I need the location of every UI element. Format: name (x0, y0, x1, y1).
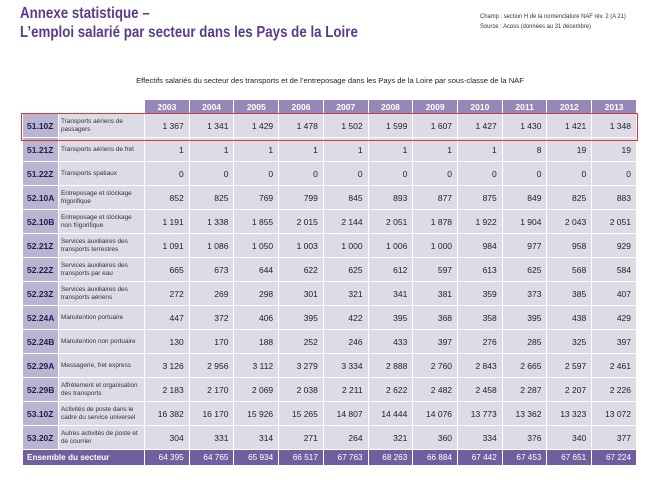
table-cell: 852 (145, 186, 190, 210)
naf-code: 52.24A (23, 306, 59, 330)
table-cell: 188 (234, 330, 279, 354)
table-cell: 1 430 (502, 114, 547, 138)
table-cell: 1 006 (368, 234, 413, 258)
table-cell: 252 (279, 330, 324, 354)
table-cell: 665 (145, 258, 190, 282)
table-cell: 2 226 (592, 378, 637, 402)
table-cell: 373 (502, 282, 547, 306)
table-row (23, 330, 637, 354)
table-cell: 622 (279, 258, 324, 282)
table-cell: 2 043 (547, 210, 592, 234)
total-cell: 64 395 (145, 450, 190, 466)
header-blank-cell (59, 100, 145, 114)
table-cell: 429 (592, 306, 637, 330)
naf-code: 53.10Z (23, 402, 59, 426)
table-cell: 1 000 (413, 234, 458, 258)
table-cell: 325 (547, 330, 592, 354)
table-cell: 2 843 (458, 354, 503, 378)
table-cell: 1 000 (323, 234, 368, 258)
table-cell: 372 (189, 306, 234, 330)
table-cell: 304 (145, 426, 190, 450)
table-cell: 0 (502, 162, 547, 186)
table-row (23, 402, 637, 426)
year-header: 2008 (368, 100, 413, 114)
table-cell: 14 444 (368, 402, 413, 426)
table-cell: 1 (189, 138, 234, 162)
table-cell: 2 170 (189, 378, 234, 402)
table-cell: 0 (323, 162, 368, 186)
naf-label: Transports aériens de fret (59, 138, 145, 162)
table-caption: Effectifs salariés du secteur des transports et de l’entreposage dans les Pays de la Loire par sous-classe de la NAF (136, 76, 524, 85)
table-cell: 1 607 (413, 114, 458, 138)
table-cell: 16 382 (145, 402, 190, 426)
table-row (23, 426, 637, 450)
table-cell: 16 170 (189, 402, 234, 426)
table-row (23, 306, 637, 330)
table-cell: 14 807 (323, 402, 368, 426)
source-note: Source : Acoss (données au 31 décembre) (480, 23, 591, 30)
table-row (23, 258, 637, 282)
table-cell: 2 482 (413, 378, 458, 402)
naf-code: 51.21Z (23, 138, 59, 162)
naf-label: Transports spatiaux (59, 162, 145, 186)
statistics-table (22, 99, 637, 466)
year-header: 2004 (189, 100, 234, 114)
table-cell: 433 (368, 330, 413, 354)
table-cell: 19 (592, 138, 637, 162)
total-cell: 67 224 (592, 450, 637, 466)
table-cell: 1 (413, 138, 458, 162)
table-cell: 799 (279, 186, 324, 210)
table-cell: 1 478 (279, 114, 324, 138)
table-cell: 0 (145, 162, 190, 186)
table-cell: 0 (547, 162, 592, 186)
table-cell: 130 (145, 330, 190, 354)
table-cell: 1 427 (458, 114, 503, 138)
table-cell: 269 (189, 282, 234, 306)
naf-code: 52.29A (23, 354, 59, 378)
table-cell: 2 144 (323, 210, 368, 234)
table-cell: 877 (413, 186, 458, 210)
naf-code: 52.21Z (23, 234, 59, 258)
table-cell: 1 (145, 138, 190, 162)
table-cell: 2 956 (189, 354, 234, 378)
year-header: 2012 (547, 100, 592, 114)
table-cell: 2 051 (592, 210, 637, 234)
table-row (23, 162, 637, 186)
table-row (23, 114, 637, 138)
naf-label: Services auxiliaires des transports par eau (59, 258, 145, 282)
table-cell: 0 (189, 162, 234, 186)
naf-label: Manutention portuaire (59, 306, 145, 330)
table-cell: 673 (189, 258, 234, 282)
table-cell: 334 (458, 426, 503, 450)
table-cell: 1 (279, 138, 324, 162)
table-cell: 331 (189, 426, 234, 450)
naf-code: 53.20Z (23, 426, 59, 450)
table-header-row (23, 100, 637, 114)
table-cell: 1 (368, 138, 413, 162)
table-cell: 1 904 (502, 210, 547, 234)
naf-code: 51.22Z (23, 162, 59, 186)
table-cell: 359 (458, 282, 503, 306)
year-header: 2010 (458, 100, 503, 114)
table-cell: 13 773 (458, 402, 503, 426)
table-cell: 360 (413, 426, 458, 450)
total-cell: 64 765 (189, 450, 234, 466)
table-cell: 170 (189, 330, 234, 354)
naf-code: 52.10A (23, 186, 59, 210)
table-cell: 1 091 (145, 234, 190, 258)
table-cell: 2 461 (592, 354, 637, 378)
table-cell: 397 (592, 330, 637, 354)
table-cell: 568 (547, 258, 592, 282)
naf-label: Services auxiliaires des transports aériens (59, 282, 145, 306)
table-cell: 612 (368, 258, 413, 282)
naf-label: Autres activités de poste et de courrier (59, 426, 145, 450)
year-header: 2006 (279, 100, 324, 114)
table-cell: 1 050 (234, 234, 279, 258)
table-cell: 301 (279, 282, 324, 306)
total-label: Ensemble du secteur (23, 450, 145, 466)
naf-code: 52.10B (23, 210, 59, 234)
naf-code: 52.24B (23, 330, 59, 354)
table-cell: 1 367 (145, 114, 190, 138)
table-row (23, 186, 637, 210)
table-cell: 958 (547, 234, 592, 258)
table-cell: 2 211 (323, 378, 368, 402)
table-cell: 1 421 (547, 114, 592, 138)
table-cell: 13 362 (502, 402, 547, 426)
table-cell: 977 (502, 234, 547, 258)
table-cell: 2 051 (368, 210, 413, 234)
table-cell: 1 (458, 138, 503, 162)
title-line-2: L’emploi salarié par secteur dans les Pays de la Loire (20, 24, 358, 41)
year-header: 2009 (413, 100, 458, 114)
naf-label: Entreposage et stockage frigorifique (59, 186, 145, 210)
table-cell: 2 038 (279, 378, 324, 402)
naf-label: Transports aériens de passagers (59, 114, 145, 138)
table-cell: 438 (547, 306, 592, 330)
table-cell: 341 (368, 282, 413, 306)
table-cell: 314 (234, 426, 279, 450)
table-cell: 264 (323, 426, 368, 450)
table-cell: 14 076 (413, 402, 458, 426)
total-cell: 67 442 (458, 450, 503, 466)
table-cell: 0 (368, 162, 413, 186)
table-cell: 385 (547, 282, 592, 306)
page-title (20, 4, 358, 42)
table-cell: 825 (547, 186, 592, 210)
title-line-1: Annexe statistique – (20, 5, 150, 22)
table-cell: 358 (458, 306, 503, 330)
table-cell: 1 878 (413, 210, 458, 234)
table-cell: 3 126 (145, 354, 190, 378)
naf-code: 51.10Z (23, 114, 59, 138)
table-cell: 1 (234, 138, 279, 162)
table-cell: 395 (368, 306, 413, 330)
table-cell: 298 (234, 282, 279, 306)
table-cell: 368 (413, 306, 458, 330)
table-cell: 625 (502, 258, 547, 282)
table-cell: 321 (368, 426, 413, 450)
total-cell: 67 453 (502, 450, 547, 466)
table-cell: 15 265 (279, 402, 324, 426)
table-cell: 2 888 (368, 354, 413, 378)
naf-label: Entreposage et stockage non frigorifique (59, 210, 145, 234)
table-cell: 1 (323, 138, 368, 162)
source-notes (480, 12, 655, 32)
table-cell: 0 (592, 162, 637, 186)
table-cell: 893 (368, 186, 413, 210)
table-cell: 395 (279, 306, 324, 330)
naf-label: Messagerie, fret express (59, 354, 145, 378)
champ-note: Champ : section H de la nomenclature NAF rév. 2 (A 21) (480, 13, 626, 20)
year-header: 2003 (145, 100, 190, 114)
table-cell: 13 323 (547, 402, 592, 426)
table-row (23, 378, 637, 402)
naf-label: Services auxiliaires des transports terrestres (59, 234, 145, 258)
table-cell: 19 (547, 138, 592, 162)
table-cell: 2 665 (502, 354, 547, 378)
table-cell: 381 (413, 282, 458, 306)
table-cell: 597 (413, 258, 458, 282)
table-cell: 13 072 (592, 402, 637, 426)
naf-code: 52.23Z (23, 282, 59, 306)
table-cell: 825 (189, 186, 234, 210)
table-cell: 2 069 (234, 378, 279, 402)
table-cell: 1 086 (189, 234, 234, 258)
table-cell: 625 (323, 258, 368, 282)
table-cell: 1 348 (592, 114, 637, 138)
table-cell: 0 (234, 162, 279, 186)
naf-code: 52.29B (23, 378, 59, 402)
table-cell: 0 (413, 162, 458, 186)
table-cell: 1 599 (368, 114, 413, 138)
table-cell: 2 760 (413, 354, 458, 378)
total-cell: 68 263 (368, 450, 413, 466)
table-cell: 0 (458, 162, 503, 186)
total-row (23, 450, 637, 466)
table-cell: 984 (458, 234, 503, 258)
table-cell: 613 (458, 258, 503, 282)
table-cell: 271 (279, 426, 324, 450)
table-cell: 2 287 (502, 378, 547, 402)
table-cell: 15 926 (234, 402, 279, 426)
table-cell: 1 855 (234, 210, 279, 234)
table-row (23, 210, 637, 234)
table-cell: 2 015 (279, 210, 324, 234)
table-cell: 422 (323, 306, 368, 330)
table-cell: 2 207 (547, 378, 592, 402)
table-cell: 875 (458, 186, 503, 210)
year-header: 2013 (592, 100, 637, 114)
table-cell: 321 (323, 282, 368, 306)
table-cell: 1 429 (234, 114, 279, 138)
total-cell: 66 884 (413, 450, 458, 466)
naf-label: Manutention non portuaire (59, 330, 145, 354)
table-cell: 2 458 (458, 378, 503, 402)
header-blank-cell (23, 100, 59, 114)
table-row (23, 354, 637, 378)
naf-label: Activités de poste dans le cadre du service universel (59, 402, 145, 426)
table-cell: 1 191 (145, 210, 190, 234)
table-cell: 285 (502, 330, 547, 354)
table-cell: 3 279 (279, 354, 324, 378)
table-cell: 406 (234, 306, 279, 330)
table-cell: 3 112 (234, 354, 279, 378)
table-cell: 2 597 (547, 354, 592, 378)
table-cell: 883 (592, 186, 637, 210)
table-cell: 1 003 (279, 234, 324, 258)
total-cell: 65 934 (234, 450, 279, 466)
table-cell: 447 (145, 306, 190, 330)
table-cell: 246 (323, 330, 368, 354)
year-header: 2005 (234, 100, 279, 114)
table-row (23, 138, 637, 162)
total-cell: 67 651 (547, 450, 592, 466)
table-cell: 1 502 (323, 114, 368, 138)
table-cell: 929 (592, 234, 637, 258)
naf-code: 52.22Z (23, 258, 59, 282)
table-cell: 849 (502, 186, 547, 210)
table-row (23, 282, 637, 306)
table-cell: 2 622 (368, 378, 413, 402)
table-cell: 644 (234, 258, 279, 282)
table-cell: 407 (592, 282, 637, 306)
year-header: 2007 (323, 100, 368, 114)
table-cell: 276 (458, 330, 503, 354)
table-cell: 377 (592, 426, 637, 450)
table-cell: 3 334 (323, 354, 368, 378)
table-body (23, 114, 637, 450)
table-cell: 376 (502, 426, 547, 450)
table-cell: 1 922 (458, 210, 503, 234)
table-cell: 584 (592, 258, 637, 282)
total-cell: 67 763 (323, 450, 368, 466)
table-cell: 397 (413, 330, 458, 354)
table-cell: 272 (145, 282, 190, 306)
year-header: 2011 (502, 100, 547, 114)
table-cell: 769 (234, 186, 279, 210)
table-cell: 8 (502, 138, 547, 162)
table-cell: 395 (502, 306, 547, 330)
table-cell: 340 (547, 426, 592, 450)
table-cell: 1 338 (189, 210, 234, 234)
table-cell: 1 341 (189, 114, 234, 138)
naf-label: Affrètement et organisation des transports (59, 378, 145, 402)
total-cell: 66 517 (279, 450, 324, 466)
table-row (23, 234, 637, 258)
table-cell: 845 (323, 186, 368, 210)
table-cell: 2 183 (145, 378, 190, 402)
table-cell: 0 (279, 162, 324, 186)
